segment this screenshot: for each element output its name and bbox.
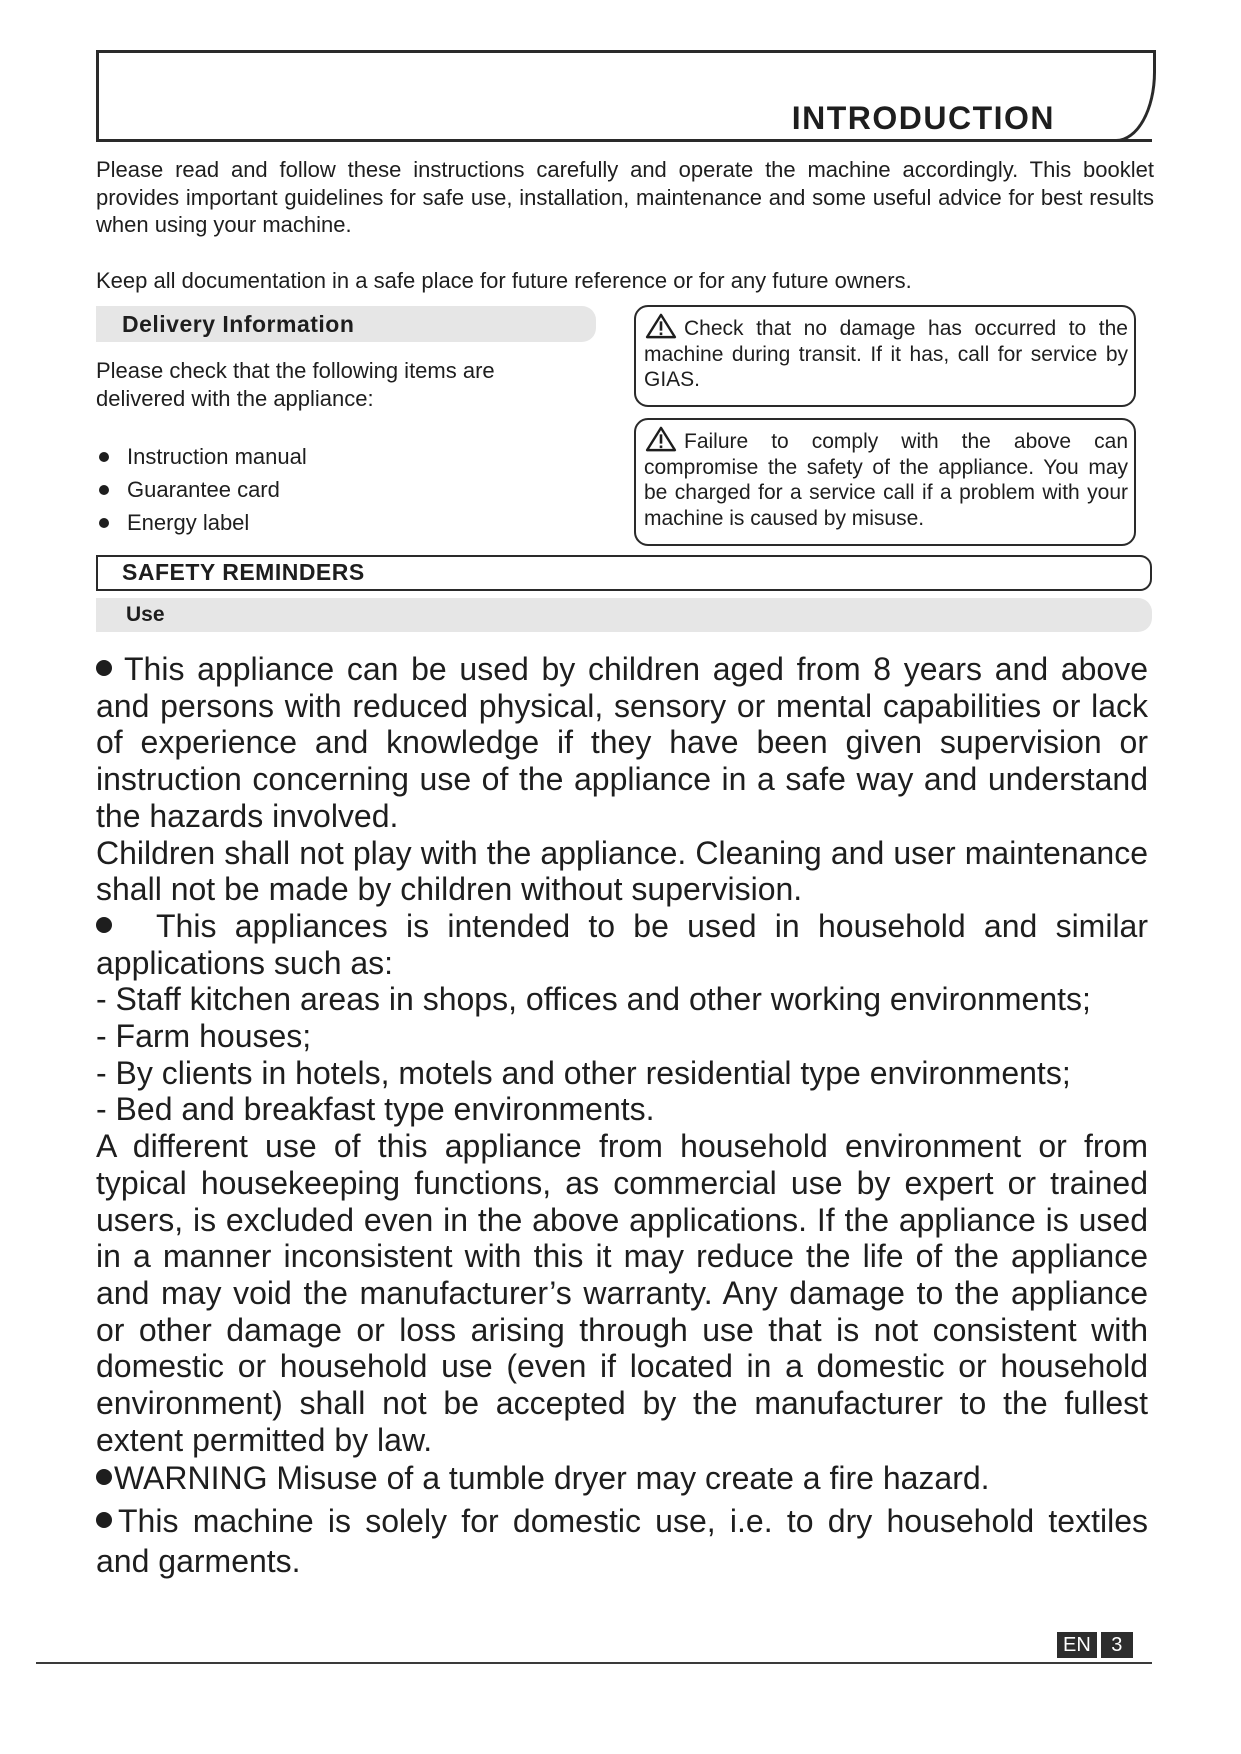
list-item: Guarantee card — [96, 473, 307, 506]
warning-box-transit — [634, 305, 1136, 407]
list-item: - Farm houses; — [96, 1018, 312, 1055]
safety-paragraph: This appliance can be used by children aged from 8 years and above and persons with reduced physical, sensory or mental capabilities or lack of experience and knowledge if they have been given supervision or instruction concerning use of the appliance in a safe way and understand the hazards involved. — [96, 651, 1148, 834]
use-heading-band — [96, 598, 1152, 632]
footer-rule — [36, 1662, 1152, 1664]
list-item: - Staff kitchen areas in shops, offices and other working environments; — [96, 981, 1091, 1018]
language-badge: EN — [1057, 1632, 1097, 1658]
list-item: Energy label — [96, 506, 307, 539]
delivery-text: Please check that the following items are delivered with the appliance: — [96, 358, 495, 411]
safety-heading: SAFETY REMINDERS — [96, 555, 1152, 591]
safety-paragraph: This appliances is intended to be used in household and similar applications such as: — [96, 907, 1148, 981]
list-item: Instruction manual — [96, 440, 307, 473]
keep-documentation-text: Keep all documentation in a safe place for future reference or for any future owners. — [96, 268, 912, 293]
warning-box-misuse — [634, 418, 1136, 546]
bullet-icon — [96, 917, 112, 933]
intro-paragraph: Please read and follow these instructions carefully and operate the machine accordingly. This booklet provides important guidelines for safe use, installation, maintenance and some useful advice for best results when using your machine. — [96, 157, 1154, 237]
delivery-list — [96, 440, 307, 539]
bullet-icon — [96, 1512, 112, 1528]
page-number: 3 — [1101, 1632, 1133, 1658]
bullet-icon — [96, 1469, 112, 1485]
delivery-heading: Delivery Information — [122, 311, 355, 337]
bullet-icon — [99, 518, 109, 528]
list-item: - Bed and breakfast type environments. — [96, 1091, 655, 1128]
warning-paragraph: WARNING Misuse of a tumble dryer may create a fire hazard. — [96, 1460, 1148, 1497]
warning-text: Failure to comply with the above can compromise the safety of the appliance. You may be charged for a service call if a problem with your machine is caused by misuse. — [644, 430, 1128, 530]
warning-triangle-icon — [644, 426, 678, 452]
page-indicator — [1057, 1632, 1133, 1658]
bullet-icon — [96, 660, 112, 676]
bullet-icon — [99, 452, 109, 462]
safety-body — [96, 651, 1148, 1581]
safety-paragraph: This machine is solely for domestic use, i.e. to dry household textiles and garments. — [96, 1503, 1148, 1580]
safety-paragraph: A different use of this appliance from household environment or from typical housekeeping functions, as commercial use by expert or trained users, is excluded even in the above applications. If the appliance is used in a manner inconsistent with this it may reduce the life of the appliance and may void the manufacturer’s warranty. Any damage to the appliance or other damage or loss arising through use that is not consistent with domestic or household use (even if located in a domestic or household environment) shall not be accepted by the manufacturer to the fullest extent permitted by law. — [96, 1128, 1148, 1458]
warning-text: Check that no damage has occurred to the machine during transit. If it has, call for service by GIAS. — [644, 317, 1128, 391]
safety-paragraph: Children shall not play with the appliance. Cleaning and user maintenance shall not be made by children without supervision. — [96, 834, 1148, 908]
page-title: INTRODUCTION — [791, 100, 1055, 136]
delivery-heading-band — [96, 306, 596, 342]
warning-triangle-icon — [644, 313, 678, 339]
list-item: - By clients in hotels, motels and other residential type environments; — [96, 1054, 1071, 1091]
use-heading: Use — [126, 603, 165, 626]
bullet-icon — [99, 485, 109, 495]
